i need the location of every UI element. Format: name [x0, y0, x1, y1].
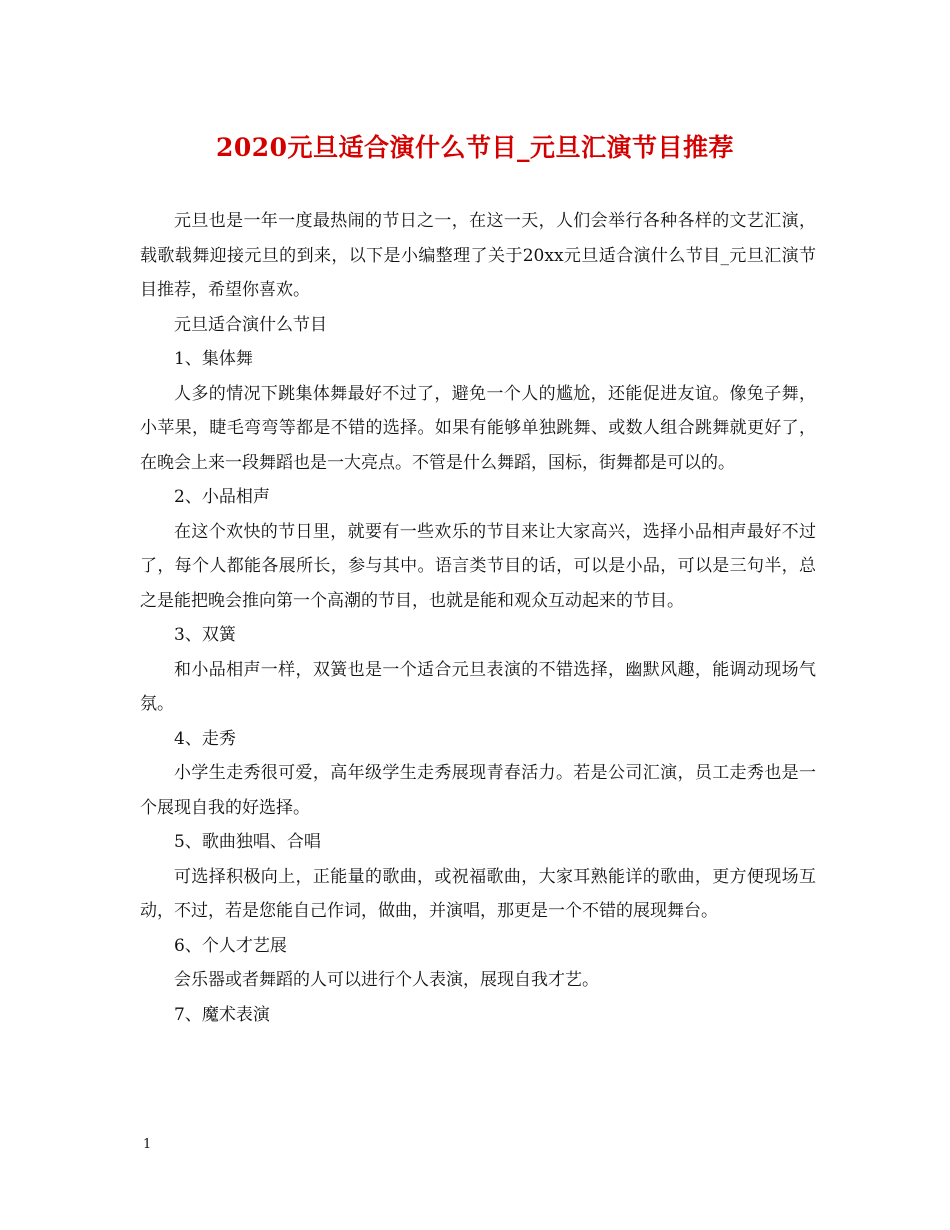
item-paragraph: 人多的情况下跳集体舞最好不过了，避免一个人的尴尬，还能促进友谊。像兔子舞，小苹果，睫毛弯弯等都是不错的选择。如果有能够单独跳舞、或数人组合跳舞就更好了，在晚会上来一段舞蹈也是一大亮点。不管是什么舞蹈，国标，街舞都是可以的。 — [140, 383, 816, 473]
document-title: 2020元旦适合演什么节目_元旦汇演节目推荐 — [215, 133, 735, 162]
item-heading: 5、歌曲独唱、合唱 — [174, 832, 321, 852]
document-body — [140, 204, 816, 1032]
item-heading: 2、小品相声 — [174, 487, 270, 507]
item-paragraph: 和小品相声一样，双簧也是一个适合元旦表演的不错选择，幽默风趣，能调动现场气氛。 — [140, 659, 816, 714]
item-heading: 1、集体舞 — [174, 349, 253, 369]
item-paragraph: 在这个欢快的节日里，就要有一些欢乐的节目来让大家高兴，选择小品相声最好不过了，每个人都能各展所长，参与其中。语言类节目的话，可以是小品，可以是三句半，总之是能把晚会推向第一个高潮的节目，也就是能和观众互动起来的节目。 — [140, 521, 816, 611]
item-heading: 4、走秀 — [174, 728, 236, 749]
item-paragraph: 会乐器或者舞蹈的人可以进行个人表演，展现自我才艺。 — [174, 970, 599, 990]
item-paragraph: 可选择积极向上，正能量的歌曲，或祝福歌曲，大家耳熟能详的歌曲，更方便现场互动，不过，若是您能自己作词，做曲，并演唱，那更是一个不错的展现舞台。 — [140, 866, 816, 921]
item-heading: 7、魔术表演 — [174, 1004, 270, 1025]
item-paragraph: 小学生走秀很可爱，高年级学生走秀展现青春活力。若是公司汇演，员工走秀也是一个展现自我的好选择。 — [140, 763, 816, 818]
section-heading: 元旦适合演什么节目 — [174, 314, 327, 335]
item-heading: 3、双簧 — [174, 625, 236, 645]
item-heading: 6、个人才艺展 — [174, 935, 287, 956]
page-number: 1 — [143, 1137, 152, 1152]
intro-paragraph: 元旦也是一年一度最热闹的节日之一，在这一天，人们会举行各种各样的文艺汇演，载歌载舞迎接元旦的到来，以下是小编整理了关于20xx元旦适合演什么节目_元旦汇演节目推荐，希望你喜欢。 — [140, 211, 816, 300]
